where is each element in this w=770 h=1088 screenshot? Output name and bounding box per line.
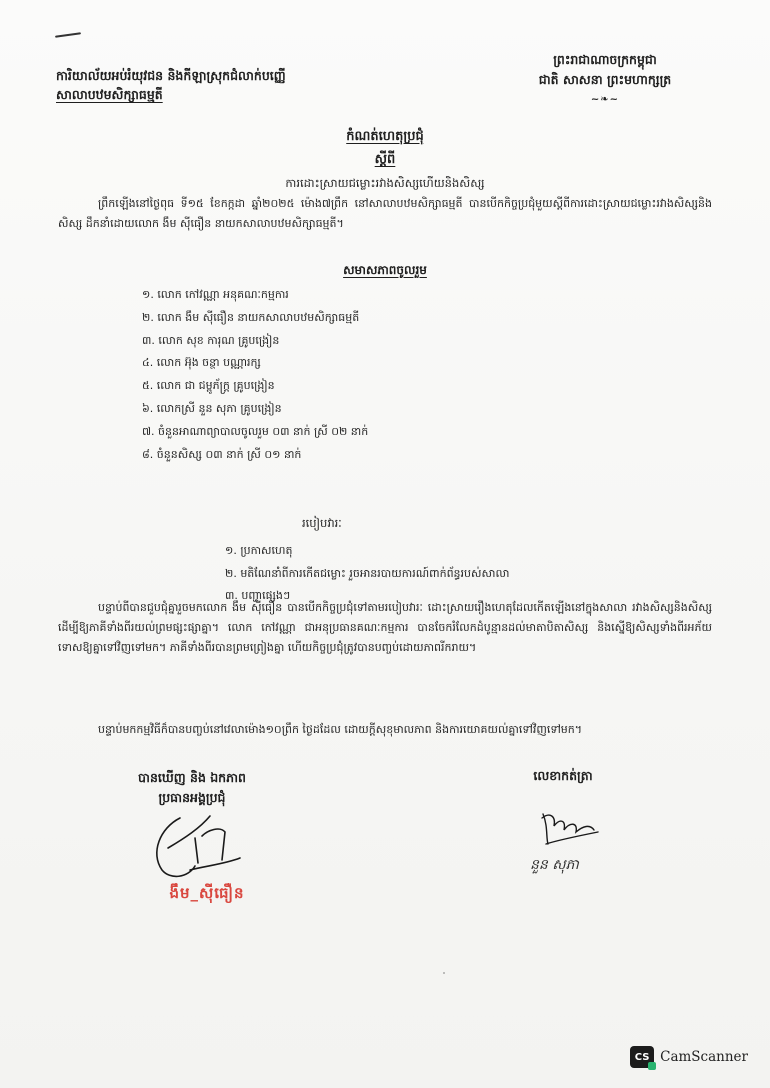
secretary-label: លេខាកត់ត្រា	[533, 768, 593, 783]
kingdom-header	[510, 50, 700, 110]
secretary-signature-icon	[528, 796, 638, 852]
attendee-item: ៣. លោក សុខ ការុណ គ្រូបង្រៀន	[142, 333, 280, 347]
kingdom-name: ព្រះរាជាណាចក្រកម្ពុជា	[553, 52, 657, 67]
scan-speck	[443, 972, 445, 974]
closing-paragraph: បន្ទាប់មកកម្មវិធីក៏បានបញ្ចប់នៅវេលាម៉ោង១០ព្រឹក ថ្ងៃដដែល ដោយក្តីសុខុមាលភាព និងការយោគយល់គ្នាទៅវិញទៅមក។	[98, 723, 583, 736]
office-header	[56, 66, 416, 104]
pen-mark	[55, 32, 81, 38]
agenda-item: ២. មតិណែនាំពីការកើតជម្លោះ រួចអានរបាយការណ៍ពាក់ព័ន្ធរបស់សាលា	[225, 566, 510, 580]
kingdom-motto: ជាតិ សាសនា ព្រះមហាក្សត្រ	[538, 72, 672, 87]
camscanner-logo-icon: CS	[630, 1046, 654, 1068]
attendee-item: ៦. លោកស្រី នួន សុភា គ្រូបង្រៀន	[142, 401, 282, 415]
attendee-item: ៥. លោក ជា ជម្ពូភ័ក្ត្រ គ្រូបង្រៀន	[142, 379, 275, 393]
attendee-item: ៨. ចំនួនសិស្ស ០៣ នាក់ ស្រី ០១ នាក់	[142, 447, 302, 461]
agenda-item: ៣. បញ្ហាផ្សេងៗ	[225, 589, 291, 603]
attendee-item: ៧. ចំនួនអាណាព្យាបាលចូលរួម ០៣ នាក់ ស្រី ០២ នាក់	[142, 424, 369, 438]
chair-signature-icon	[140, 808, 250, 888]
school-name: សាលាបឋមសិក្សាធម្មតី	[56, 87, 163, 102]
office-name: ការិយាល័យអប់រំយុវជន និងកីឡាស្រុកជំលាក់បញ្ញើ	[56, 68, 286, 83]
attendee-item: ២. លោក ងឹម ស៊ីធឿន នាយកសាលាបឋមសិក្សាធម្មតី	[142, 310, 360, 324]
attendee-item: ១. លោក កៅវណ្ណា អនុគណៈកម្មការ	[142, 288, 289, 301]
attendees-heading: សមាសភាពចូលរួម	[343, 263, 427, 277]
chair-name: ងឹម_ស៊ីធឿន	[169, 884, 245, 902]
camscanner-watermark	[630, 1044, 748, 1070]
approval-label: បានឃើញ និង ឯកភាព	[138, 770, 246, 785]
document-subtitle: ស្តីពី	[374, 152, 396, 167]
document-title: កំណត់ហេតុប្រជុំ	[346, 129, 424, 144]
intro-paragraph: ព្រឹកឡើងនៅថ្ងៃពុធ ទី១៥ ខែកក្កដា ឆ្នាំ២០២៥ ម៉ោង៧ព្រឹក នៅសាលាបឋមសិក្សាធម្មតី បានបើកកិច្ចប្រជុំមួយស្តីពីការដោះស្រាយជម្លោះរវាងសិស្សនិងសិស្ស ដឹកនាំដោយលោក ងឹម ស៊ីធឿន នាយកសាលាបឋមសិក្សាធម្មតី។	[58, 197, 712, 230]
camscanner-label: CamScanner	[660, 1049, 748, 1065]
attendees-list	[142, 284, 368, 466]
attendee-item: ៤. លោក អ៊ុង ចន្ថា បណ្ណារក្ស	[142, 356, 261, 370]
chair-label: ប្រធានអង្គប្រជុំ	[158, 790, 226, 805]
ornament-divider: ~❧~	[590, 94, 620, 105]
body-paragraph: បន្ទាប់ពីបានជួបជុំគ្នារួចមកលោក ងឹម ស៊ីធឿន បានបើកកិច្ចប្រជុំទៅតាមរបៀបវារៈ ដោះស្រាយរឿងហេតុដែលកើតឡើងនៅក្នុងសាលា រវាងសិស្សនិងសិស្ស ដើម្បីឱ្យភាគីទាំងពីរយល់ព្រមផ្សះផ្សាគ្នា។ លោក កៅវណ្ណា ជាអនុប្រធានគណៈកម្មការ បានចែករំលែកដំបូន្មានដល់មាតាបិតាសិស្ស និងស្នើឱ្យសិស្សទាំងពីរអភ័យទោសឱ្យគ្នាទៅវិញទៅមក។ ភាគីទាំងពីរបានព្រមព្រៀងគ្នា ហើយកិច្ចប្រជុំត្រូវបានបញ្ចប់ដោយភាពរីករាយ។	[58, 601, 712, 654]
document-subject: ការដោះស្រាយជម្លោះរវាងសិស្សហើយនិងសិស្ស	[285, 176, 485, 190]
agenda-item: ១. ប្រកាសហេតុ	[225, 544, 293, 557]
secretary-name: នួន សុភា	[530, 857, 579, 873]
agenda-heading: របៀបវារៈ	[302, 516, 342, 530]
chair-signature-block	[92, 768, 292, 808]
